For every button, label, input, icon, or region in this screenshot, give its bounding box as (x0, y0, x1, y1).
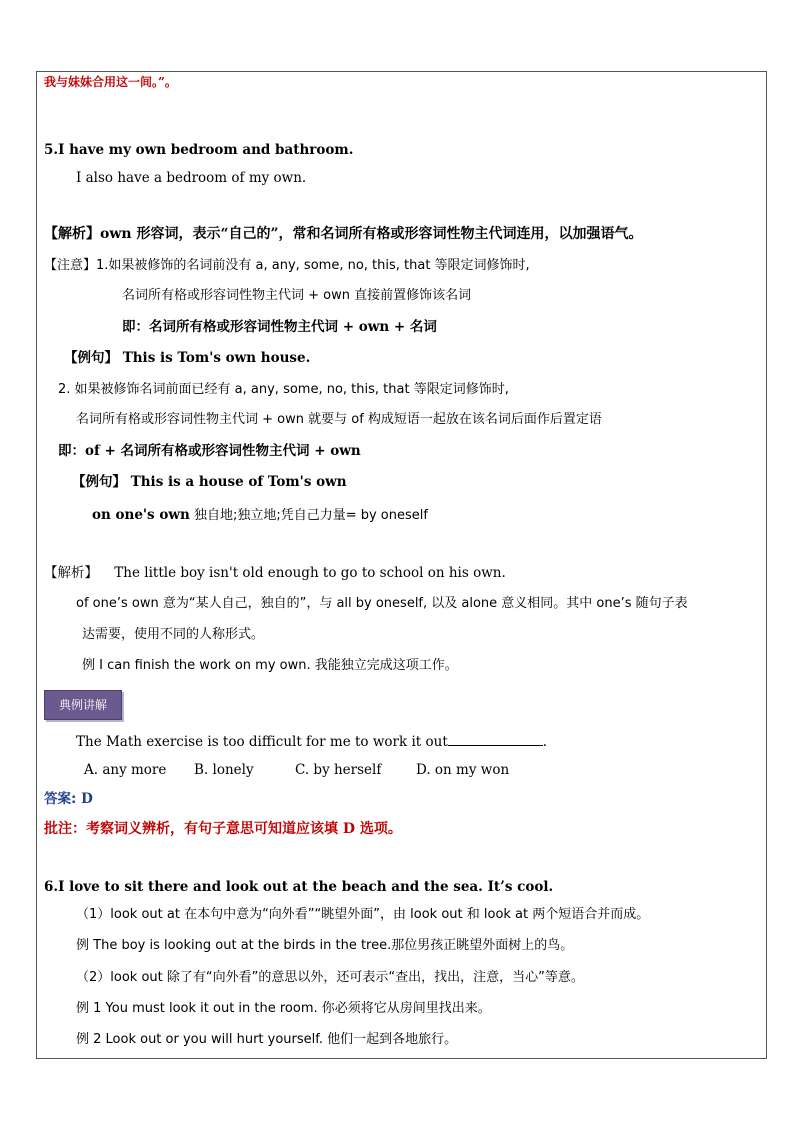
option-a: A. any more (84, 762, 167, 778)
analysis-own: 【解析】own 形容词，表示“自己的”，常和名词所有格或形容词性物主代词连用，以加强语气。 (44, 226, 643, 242)
phrase-line (92, 505, 428, 526)
note-1: 【注意】1.如果被修饰的名词前没有 a, any, some, no, this, that 等限定词修饰时, (44, 258, 530, 273)
example-2: 【例句】 This is a house of Tom's own (72, 474, 347, 490)
answer-line (44, 789, 93, 809)
option-c: C. by herself (295, 762, 382, 778)
badge-label: 典例讲解 (58, 698, 107, 712)
note-1c: 即：名词所有格或形容词性物主代词 + own + 名词 (122, 319, 437, 335)
note-2b: 名词所有格或形容词性物主代词 + own 就要与 of 构成短语一起放在该名词后面作后置定语 (76, 412, 602, 427)
example-1: 【例句】 This is Tom's own house. (64, 350, 311, 366)
section-5-line2: I also have a bedroom of my own. (76, 170, 307, 186)
phrase-bold: on one's own (92, 507, 190, 523)
phrase-rest: 独自地;独立地;凭自己力量= by oneself (189, 508, 428, 523)
option-d: D. on my won (416, 762, 510, 778)
section-5-heading: 5.I have my own bedroom and bathroom. (44, 142, 354, 158)
answer-blank (448, 732, 543, 746)
section-6-line2: 例 The boy is looking out at the birds in the tree.那位男孩正眺望外面树上的鸟。 (76, 938, 574, 953)
example-badge (44, 690, 122, 720)
note-2c: 即：of + 名词所有格或形容词性物主代词 + own (58, 443, 361, 459)
analysis-2 (44, 563, 506, 583)
option-b: B. lonely (194, 762, 254, 778)
explanation-1: of one’s own 意为“某人自己，独自的”，与 all by oneself, 以及 alone 意义相同。其中 one’s 随句子表 (76, 596, 688, 611)
answer-label: 答案: (44, 791, 77, 807)
note-2: 2. 如果被修饰名词前面已经有 a, any, some, no, this, that 等限定词修饰时, (58, 382, 509, 397)
explanation-2: 达需要，使用不同的人称形式。 (82, 627, 265, 642)
exercise-question (76, 732, 547, 752)
analysis-2-text: The little boy isn't old enough to go to school on his own. (114, 565, 506, 581)
comment: 批注：考察词义辨析，有句子意思可知道应该填 D 选项。 (44, 821, 402, 837)
question-end: . (542, 734, 548, 750)
section-6-line3: （2）look out 除了有“向外看”的意思以外，还可表示“查出，找出，注意，当心”等意。 (76, 970, 584, 985)
section-6-line5: 例 2 Look out or you will hurt yourself. 他们一起到各地旅行。 (76, 1032, 458, 1047)
section-6-line1: （1）look out at 在本句中意为“向外看”“眺望外面”，由 look out 和 look at 两个短语合并而成。 (76, 907, 650, 922)
section-6-line4: 例 1 You must look it out in the room. 你必须将它从房间里找出来。 (76, 1001, 491, 1016)
analysis-2-label: 【解析】 (44, 565, 98, 581)
question-text: The Math exercise is too difficult for me to work it out (76, 734, 448, 750)
explanation-3: 例 I can finish the work on my own. 我能独立完成这项工作。 (82, 658, 458, 673)
note-1b: 名词所有格或形容词性物主代词 + own 直接前置修饰该名词 (122, 288, 472, 303)
section-6-heading: 6.I love to sit there and look out at the beach and the sea. It’s cool. (44, 879, 554, 895)
top-note: 我与妹妹合用这一间。”。 (44, 75, 177, 89)
answer-value: D (81, 791, 93, 807)
